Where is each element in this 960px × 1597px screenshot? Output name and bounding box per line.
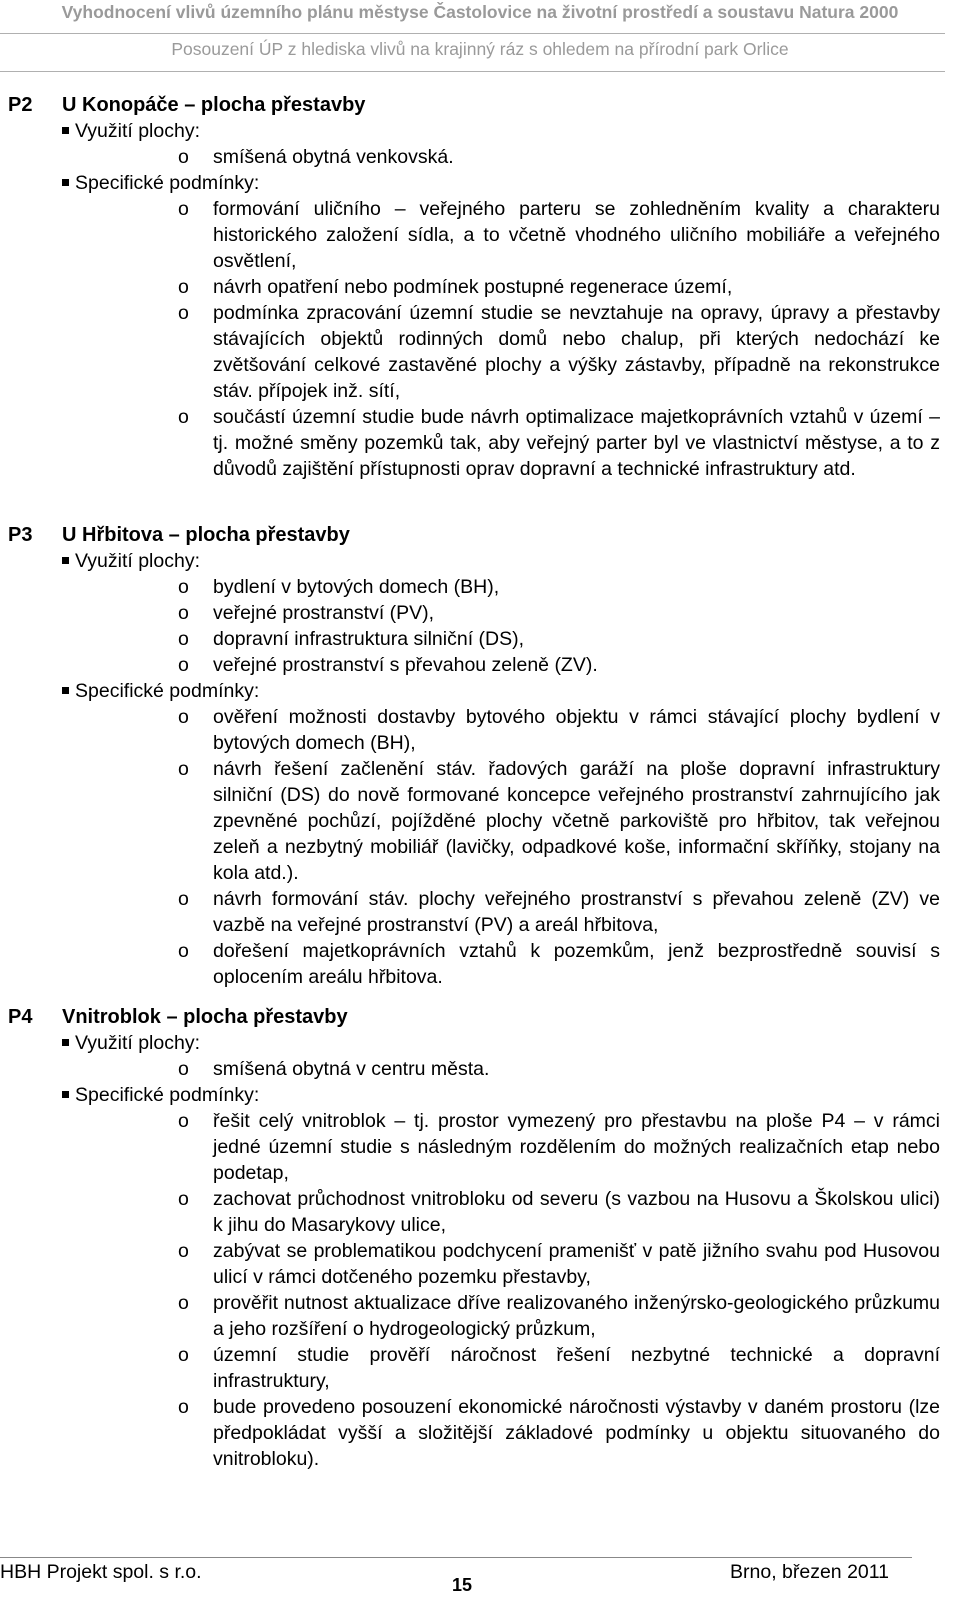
square-bullet-icon bbox=[62, 1039, 69, 1046]
conditions-label: Specifické podmínky: bbox=[75, 680, 260, 702]
list-item bbox=[178, 704, 940, 756]
list-item bbox=[178, 300, 940, 404]
circle-bullet-icon: o bbox=[178, 198, 189, 220]
list-item-text: řešit celý vnitroblok – tj. prostor vymezený pro přestavbu na ploše P4 – v rámci jedné územní studie s následným rozdělením do možných realizačních etap nebo podetap, bbox=[213, 1110, 940, 1184]
square-bullet-icon bbox=[62, 557, 69, 564]
circle-bullet-icon: o bbox=[178, 576, 189, 598]
list-item-text: formování uličního – veřejného parteru se zohledněním kvality a charakteru historického založení sídla, a to včetně vhodného uličního mobiliáře a veřejného osvětlení, bbox=[213, 198, 940, 272]
section-title: U Hřbitova – plocha přestavby bbox=[62, 524, 350, 546]
conditions-heading bbox=[62, 1082, 259, 1108]
list-item bbox=[178, 1056, 940, 1082]
use-label: Využití plochy: bbox=[75, 120, 200, 142]
circle-bullet-icon: o bbox=[178, 1344, 189, 1366]
circle-bullet-icon: o bbox=[178, 1110, 189, 1132]
circle-bullet-icon: o bbox=[178, 654, 189, 676]
list-item bbox=[178, 196, 940, 274]
circle-bullet-icon: o bbox=[178, 1058, 189, 1080]
square-bullet-icon bbox=[62, 1091, 69, 1098]
square-bullet-icon bbox=[62, 687, 69, 694]
circle-bullet-icon: o bbox=[178, 1240, 189, 1262]
circle-bullet-icon: o bbox=[178, 1396, 189, 1418]
use-label: Využití plochy: bbox=[75, 1032, 200, 1054]
list-item bbox=[178, 652, 940, 678]
list-item bbox=[178, 886, 940, 938]
list-item-text: zabývat se problematikou podchycení pramenišť v patě jižního svahu pod Husovou ulicí v rámci dotčeného pozemku přestavby, bbox=[213, 1240, 940, 1288]
circle-bullet-icon: o bbox=[178, 758, 189, 780]
circle-bullet-icon: o bbox=[178, 1188, 189, 1210]
circle-bullet-icon: o bbox=[178, 406, 189, 428]
circle-bullet-icon: o bbox=[178, 706, 189, 728]
list-item-text: návrh řešení začlenění stáv. řadových garáží na ploše dopravní infrastruktury silniční (DS) do nově formované koncepce veřejného prostranství zahrnujícího jak zpevněné pochůzí, pojížděné plochy včetně parkoviště pro hřbitov, tak veřejnou zeleň a nezbytný mobiliář (lavičky, odpadkové koše, informační skříňky, stojany na kola atd.). bbox=[213, 758, 940, 884]
list-item bbox=[178, 1394, 940, 1472]
list-item-text: součástí územní studie bude návrh optimalizace majetkoprávních vztahů v území – tj. možné směny pozemků tak, aby veřejný parter byl ve vlastnictví městyse, a to z důvodů zajištění přístupnosti oprav dopravní a technické infrastruktury atd. bbox=[213, 406, 940, 480]
header-divider bbox=[0, 71, 945, 72]
list-item bbox=[178, 1108, 940, 1186]
use-heading bbox=[62, 118, 200, 144]
list-item bbox=[178, 756, 940, 886]
square-bullet-icon bbox=[62, 179, 69, 186]
conditions-label: Specifické podmínky: bbox=[75, 172, 260, 194]
section-code: P3 bbox=[8, 524, 33, 546]
list-item bbox=[178, 1342, 940, 1394]
list-item-text: smíšená obytná venkovská. bbox=[213, 146, 454, 168]
use-heading bbox=[62, 1030, 200, 1056]
use-heading bbox=[62, 548, 200, 574]
conditions-heading bbox=[62, 678, 259, 704]
section-code: P2 bbox=[8, 94, 33, 116]
section-code: P4 bbox=[8, 1006, 33, 1028]
list-item-text: veřejné prostranství (PV), bbox=[213, 602, 435, 624]
section-title: Vnitroblok – plocha přestavby bbox=[62, 1006, 348, 1028]
circle-bullet-icon: o bbox=[178, 628, 189, 650]
footer-company: HBH Projekt spol. s r.o. bbox=[0, 1561, 202, 1583]
list-item-text: veřejné prostranství s převahou zeleně (ZV). bbox=[213, 654, 598, 676]
list-item-text: zachovat průchodnost vnitrobloku od severu (s vazbou na Husovu a Školskou ulici) k jihu do Masarykovy ulice, bbox=[213, 1188, 940, 1236]
list-item-text: ověření možnosti dostavby bytového objektu v rámci stávající plochy bydlení v bytových domech (BH), bbox=[213, 706, 940, 754]
list-item-text: návrh formování stáv. plochy veřejného prostranství s převahou zeleně (ZV) ve vazbě na veřejné prostranství (PV) a areál hřbitova, bbox=[213, 888, 940, 936]
list-item-text: územní studie prověří náročnost řešení nezbytné technické a dopravní infrastruktury, bbox=[213, 1344, 940, 1392]
conditions-heading bbox=[62, 170, 259, 196]
list-item bbox=[178, 1238, 940, 1290]
header-divider bbox=[0, 33, 945, 34]
section-title: U Konopáče – plocha přestavby bbox=[62, 94, 366, 116]
circle-bullet-icon: o bbox=[178, 1292, 189, 1314]
list-item bbox=[178, 404, 940, 482]
circle-bullet-icon: o bbox=[178, 302, 189, 324]
list-item-text: dořešení majetkoprávních vztahů k pozemkům, jenž bezprostředně souvisí s oplocením areálu hřbitova. bbox=[213, 940, 940, 988]
circle-bullet-icon: o bbox=[178, 602, 189, 624]
list-item bbox=[178, 600, 940, 626]
circle-bullet-icon: o bbox=[178, 888, 189, 910]
footer-divider bbox=[0, 1557, 912, 1558]
list-item bbox=[178, 1186, 940, 1238]
circle-bullet-icon: o bbox=[178, 146, 189, 168]
list-item-text: dopravní infrastruktura silniční (DS), bbox=[213, 628, 525, 650]
use-label: Využití plochy: bbox=[75, 550, 200, 572]
list-item bbox=[178, 144, 940, 170]
list-item-text: smíšená obytná v centru města. bbox=[213, 1058, 490, 1080]
footer-place-date: Brno, březen 2011 bbox=[730, 1561, 889, 1583]
list-item-text: bydlení v bytových domech (BH), bbox=[213, 576, 500, 598]
square-bullet-icon bbox=[62, 127, 69, 134]
list-item bbox=[178, 626, 940, 652]
circle-bullet-icon: o bbox=[178, 276, 189, 298]
list-item bbox=[178, 274, 940, 300]
list-item bbox=[178, 938, 940, 990]
list-item-text: prověřit nutnost aktualizace dříve realizovaného inženýrsko-geologického průzkumu a jeho rozšíření o hydrogeologický průzkum, bbox=[213, 1292, 940, 1340]
circle-bullet-icon: o bbox=[178, 940, 189, 962]
header-title: Vyhodnocení vlivů územního plánu městyse Častolovice na životní prostředí a soustavu Natura 2000 bbox=[61, 2, 899, 22]
list-item-text: podmínka zpracování územní studie se nevztahuje na opravy, úpravy a přestavby stávajících objektů rodinných domů nebo chalup, při kterých nedochází ke zvětšování celkové zastavěné plochy a výšky zástavby, případně na rekonstrukce stáv. přípojek inž. sítí, bbox=[213, 302, 940, 402]
page-number: 15 bbox=[452, 1575, 473, 1595]
list-item bbox=[178, 1290, 940, 1342]
conditions-label: Specifické podmínky: bbox=[75, 1084, 260, 1106]
header-subtitle: Posouzení ÚP z hlediska vlivů na krajinný ráz s ohledem na přírodní park Orlice bbox=[171, 39, 789, 59]
list-item bbox=[178, 574, 940, 600]
list-item-text: bude provedeno posouzení ekonomické náročnosti výstavby v daném prostoru (lze předpokládat vyšší a složitější základové podmínky u objektu situovaného do vnitrobloku). bbox=[213, 1396, 940, 1470]
list-item-text: návrh opatření nebo podmínek postupné regenerace území, bbox=[213, 276, 733, 298]
